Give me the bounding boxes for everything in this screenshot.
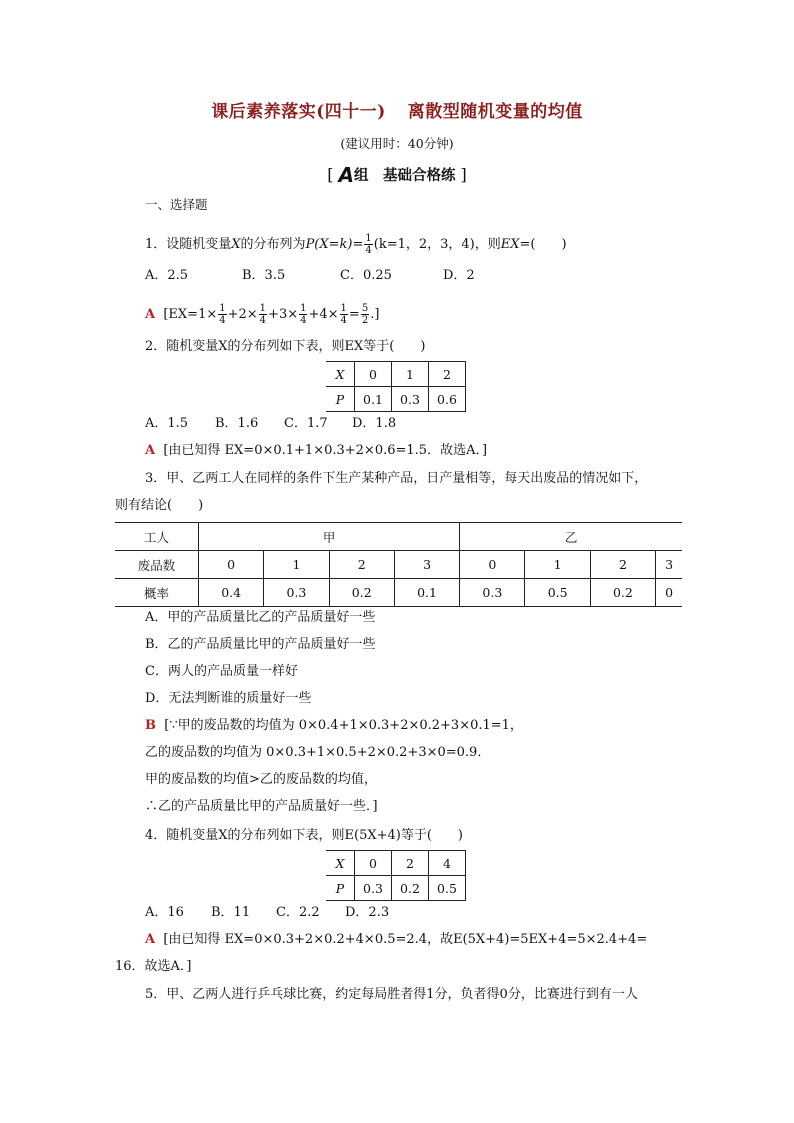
q2-solution: A [由已知得 EX=0×0.1+1×0.3+2×0.6=1.5．故选A．] <box>145 443 488 458</box>
q3-solution-3: 甲的废品数的均值>乙的废品数的均值， <box>145 772 377 787</box>
q5-stem: 5．甲、乙两人进行乒乓球比赛，约定每局胜者得1分，负者得0分，比赛进行到有一人 <box>145 987 638 1002</box>
q1-option-d: D．2 <box>443 268 475 283</box>
title-main: 课后素养落实(四十一) <box>211 102 386 122</box>
table-row: P 0.3 0.2 0.5 <box>326 876 466 901</box>
table-row: 工人 甲 乙 <box>115 523 682 551</box>
q2-option-c: C．1.7 <box>284 416 328 431</box>
q3-option-a: A．甲的产品质量比乙的产品质量好一些 <box>145 610 376 625</box>
q4-option-a: A．16 <box>145 905 184 920</box>
q1-stem: 1．设随机变量X的分布列为P(X=k)= $\frac{1}{4}$ (k=1，2，3，4)，则EX=( ) <box>145 233 567 256</box>
section-heading: 一、选择题 <box>145 197 208 212</box>
q3-answer: B <box>145 718 156 733</box>
group-letter: A <box>338 163 354 187</box>
q3-solution-1: B [∵甲的废品数的均值为 0×0.4+1×0.3+2×0.2+3×0.1=1， <box>145 718 523 733</box>
q4-option-b: B．11 <box>211 905 251 920</box>
table-row: 概率 0.4 0.3 0.2 0.1 0.3 0.5 0.2 0 <box>115 579 682 607</box>
q4-solution-1: A [由已知得 EX=0×0.3+2×0.2+4×0.5=2.4，故E(5X+4)=5EX+4=5×2.4+4= <box>145 932 648 947</box>
q2-option-b: B．1.6 <box>215 416 259 431</box>
q1-solution: A [EX=1× $\frac{1}{4}$ +2× $\frac{1}{4}$ +3× $\frac{1}{4}$ +4× $\frac{1}{4}$ = $\frac{5}{2}$ .] <box>145 303 380 326</box>
group-heading: [ A组 基础合格练 ] <box>327 163 467 187</box>
q1-option-c: C．0.25 <box>340 268 392 283</box>
q3-option-c: C．两人的产品质量一样好 <box>145 664 298 679</box>
q2-option-a: A．1.5 <box>145 416 189 431</box>
q1-answer: A <box>145 307 156 322</box>
q1-option-b: B．3.5 <box>242 268 286 283</box>
q2-stem: 2．随机变量X的分布列如下表，则EX等于( ) <box>145 339 426 354</box>
q4-distribution-table <box>326 850 466 901</box>
q3-stem-line1: 3．甲、乙两工人在同样的条件下生产某种产品，日产量相等，每天出废品的情况如下， <box>145 471 648 486</box>
q4-answer: A <box>145 932 156 947</box>
q4-option-c: C．2.2 <box>276 905 320 920</box>
q2-option-d: D．1.8 <box>352 416 397 431</box>
q4-option-d: D．2.3 <box>345 905 390 920</box>
page-title <box>0 97 794 122</box>
q3-defect-table <box>115 522 682 607</box>
q3-option-d: D．无法判断谁的质量好一些 <box>145 691 312 706</box>
table-row: P 0.1 0.3 0.6 <box>326 387 466 412</box>
table-row: X 0 1 2 <box>326 362 466 387</box>
title-topic: 离散型随机变量的均值 <box>407 102 583 122</box>
suggested-time: (建议用时：40分钟) <box>340 136 454 151</box>
q4-stem: 4．随机变量X的分布列如下表，则E(5X+4)等于( ) <box>145 828 463 843</box>
group-text: 组 基础合格练 <box>353 167 456 184</box>
q3-solution-4: ∴乙的产品质量比甲的产品质量好一些．] <box>145 799 378 814</box>
q3-solution-2: 乙的废品数的均值为 0×0.3+1×0.5+2×0.2+3×0=0.9． <box>145 745 491 760</box>
q2-distribution-table <box>326 361 466 412</box>
table-row: 废品数 0 1 2 3 0 1 2 3 <box>115 551 682 579</box>
q2-answer: A <box>145 443 156 458</box>
q1-option-a: A．2.5 <box>145 268 189 283</box>
table-row: X 0 2 4 <box>326 851 466 876</box>
q4-solution-2: 16．故选A．] <box>115 959 192 974</box>
q3-stem-line2: 则有结论( ) <box>115 498 204 513</box>
q3-option-b: B．乙的产品质量比甲的产品质量好一些 <box>145 637 376 652</box>
